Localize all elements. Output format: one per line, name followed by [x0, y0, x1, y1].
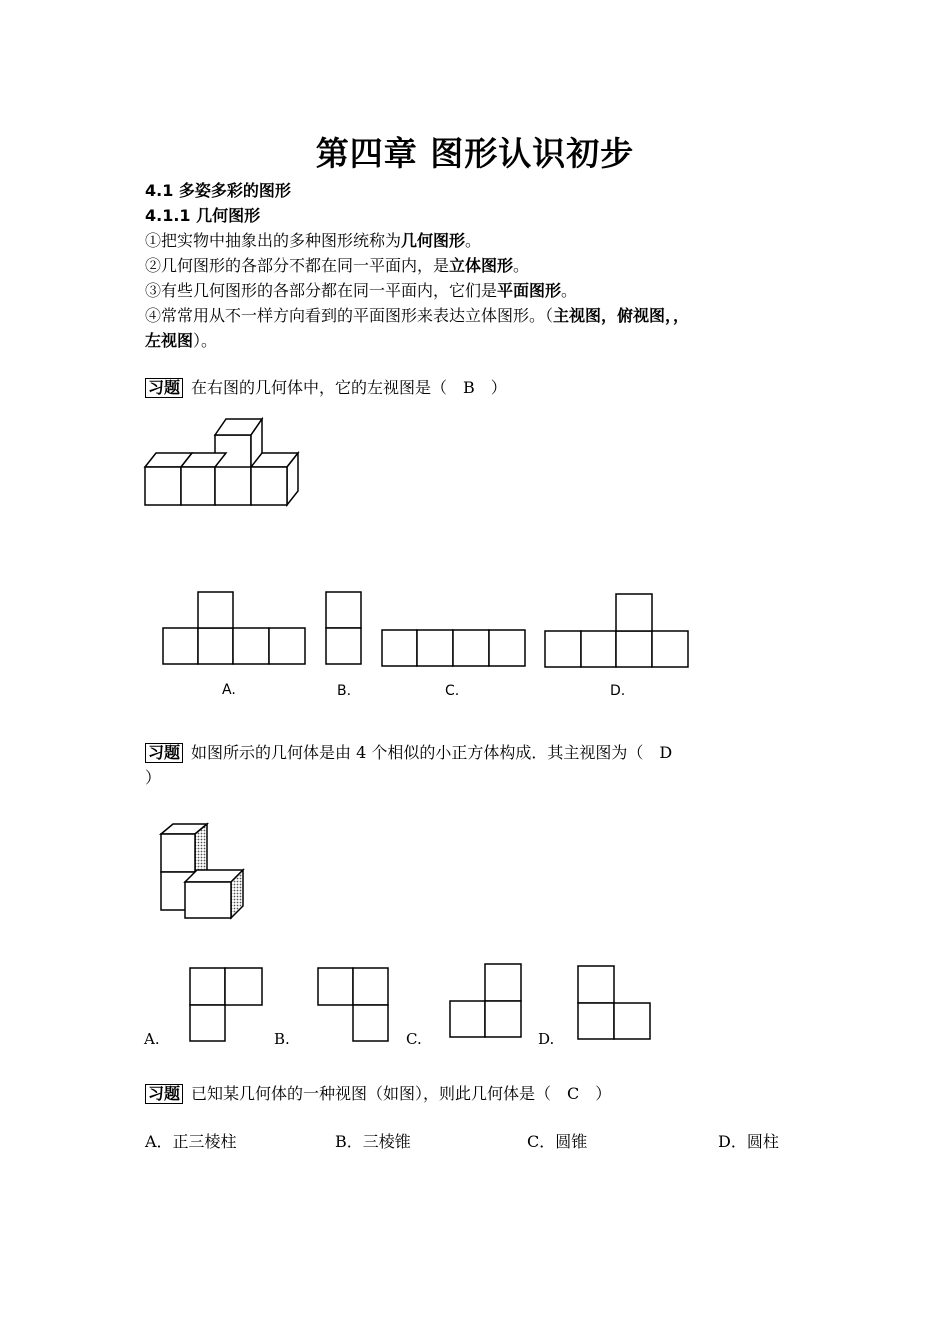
point-end: ）。	[193, 331, 218, 350]
exercise-2-question	[145, 740, 672, 763]
option-label: C.	[445, 683, 460, 699]
exercise-1-solid-figure	[140, 412, 310, 512]
exercise-3-question	[145, 1081, 611, 1104]
exercise-3-option-b: B．三棱锥	[335, 1132, 411, 1151]
exercise-3-option-a: A．正三棱柱	[145, 1132, 237, 1151]
exercise-3-option-c: C．圆锥	[527, 1132, 588, 1151]
point-text: 有些几何图形的各部分都在同一平面内，它们是	[161, 281, 498, 300]
point-term: 立体图形	[449, 256, 514, 275]
point-term: 左视图	[145, 331, 194, 350]
section-heading: 4.1 多姿多彩的图形	[145, 181, 291, 200]
option-a-view	[190, 968, 262, 1041]
exercise-1-answer-options	[160, 588, 700, 703]
subsection-heading: 4.1.1 几何图形	[145, 206, 261, 225]
point-4	[145, 303, 689, 326]
question-text: 如图所示的几何体是由 4 个相似的小正方体构成．其主视图为（ D	[191, 743, 673, 762]
chapter-title: 第四章 图形认识初步	[315, 134, 635, 173]
option-d-view	[545, 594, 688, 667]
option-a-view	[163, 592, 305, 664]
option-label: C.	[406, 1030, 422, 1048]
exercise-tag: 习题	[145, 743, 183, 763]
exercise-tag: 习题	[145, 378, 183, 398]
point-number: ③	[145, 281, 162, 300]
point-2	[145, 253, 529, 276]
exercise-2-solid-figure	[155, 820, 255, 920]
point-end: 。	[561, 281, 578, 300]
point-end: 。	[465, 231, 482, 250]
option-b-view	[326, 592, 361, 664]
point-3	[145, 278, 577, 301]
point-term: 几何图形	[401, 231, 466, 250]
question-text: 已知某几何体的一种视图（如图），则此几何体是（ C ）	[191, 1084, 612, 1103]
exercise-2-question-end: ）	[145, 768, 162, 787]
point-4-continued	[145, 328, 217, 351]
option-c-view	[450, 964, 521, 1037]
point-number: ②	[145, 256, 162, 275]
option-c-view	[382, 630, 525, 666]
option-b-view	[318, 968, 388, 1041]
point-1	[145, 228, 481, 251]
point-number: ④	[145, 306, 162, 325]
point-number: ①	[145, 231, 162, 250]
question-text: 在右图的几何体中，它的左视图是（ B ）	[191, 378, 507, 397]
point-text: 常常用从不一样方向看到的平面图形来表达立体图形。（	[161, 306, 554, 325]
option-d-view	[578, 966, 650, 1039]
option-label: D.	[538, 1030, 555, 1048]
point-text: 几何图形的各部分不都在同一平面内，是	[161, 256, 450, 275]
option-label: B.	[274, 1030, 290, 1048]
option-label: A.	[144, 1030, 160, 1048]
option-label: B.	[337, 683, 352, 699]
exercise-1-question	[145, 375, 507, 398]
point-term: 主视图，俯视图，，	[553, 306, 690, 325]
point-text: 把实物中抽象出的多种图形统称为	[161, 231, 402, 250]
option-label: A.	[222, 682, 236, 698]
option-label: D.	[610, 683, 626, 699]
exercise-3-option-d: D．圆柱	[718, 1132, 779, 1151]
point-term: 平面图形	[497, 281, 562, 300]
exercise-2-answer-options	[140, 960, 670, 1055]
point-end: 。	[513, 256, 530, 275]
exercise-tag: 习题	[145, 1084, 183, 1104]
